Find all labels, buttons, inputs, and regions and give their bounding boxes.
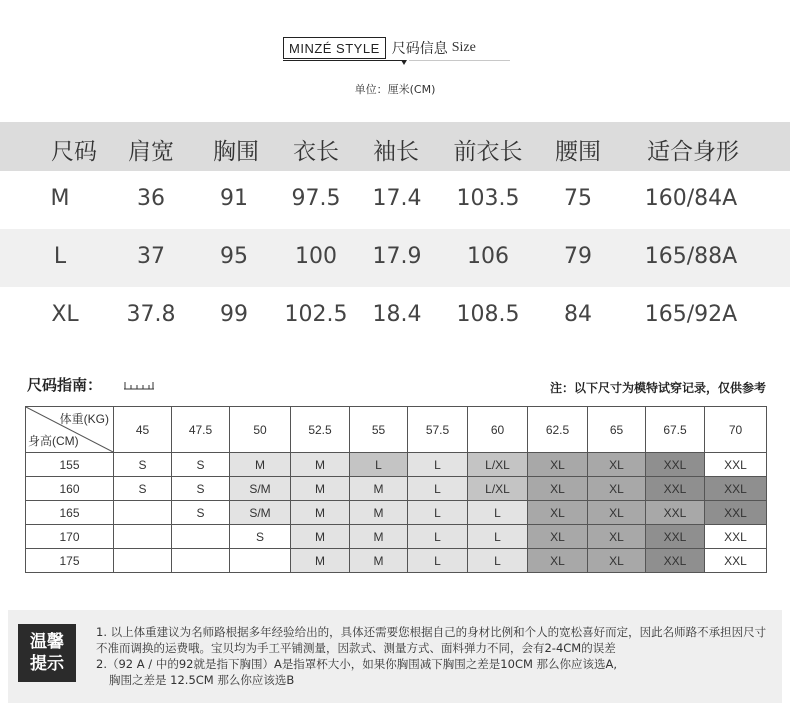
size-cell: L: [468, 525, 528, 549]
size-cell: XXL: [646, 549, 705, 573]
size-cell: M: [291, 549, 350, 573]
header-divider-light: [409, 60, 510, 61]
size-cell: XXL: [705, 501, 767, 525]
size-cell: [172, 525, 230, 549]
size-cell: M: [291, 453, 350, 477]
size-cell: L: [350, 453, 408, 477]
weight-col: 70: [705, 407, 767, 453]
size-cell: XL: [588, 549, 646, 573]
size-row-l: [0, 229, 790, 287]
size-cell: S/M: [230, 501, 291, 525]
header-divider: [283, 60, 403, 61]
size-cell: S: [172, 477, 230, 501]
tip-badge-line2: 提示: [30, 654, 64, 674]
size-cell: M: [350, 525, 408, 549]
size-table-header: [0, 122, 790, 171]
size-cell: XXL: [646, 501, 705, 525]
size-cell: XXL: [705, 477, 767, 501]
size-table: [0, 122, 790, 345]
size-cell: M: [350, 477, 408, 501]
col-sleeve: 袖长: [373, 139, 419, 165]
height-label: 身高(CM): [28, 434, 79, 448]
tip-line-1: 1. 以上体重建议为名师路根据多年经验给出的，具体还需要您根据自己的身材比例和个人的宽松喜好而定，因此名师路不承担因尺寸不准而调换的运费哦。宝贝均为手工平铺测量，因款式、测量方式、面料弹力不同，会有2-4CM的误差: [96, 625, 767, 655]
size-cell: XXL: [705, 525, 767, 549]
size-cell: M: [230, 453, 291, 477]
height-row-175: [26, 549, 767, 573]
col-front-length: 前衣长: [453, 139, 523, 165]
weight-col: 60: [468, 407, 528, 453]
unit-label: 单位：厘米(CM): [354, 83, 436, 96]
size-cell: [114, 549, 172, 573]
size-cell: L: [468, 501, 528, 525]
height-row-160: [26, 477, 767, 501]
size-info-title: 尺码信息: [391, 41, 448, 57]
height-cell: 175: [26, 549, 114, 573]
size-cell: L: [408, 501, 468, 525]
size-cell: M: [291, 477, 350, 501]
front-length-value: 108.5: [456, 302, 520, 327]
waist-value: 84: [564, 302, 592, 327]
height-cell: 155: [26, 453, 114, 477]
front-length-value: 103.5: [456, 186, 520, 211]
header-pointer: [401, 60, 407, 65]
weight-col: 52.5: [291, 407, 350, 453]
size-cell: XL: [588, 453, 646, 477]
weight-col: 65: [588, 407, 646, 453]
size-guide-note: 注：以下尺寸为模特试穿记录，仅供参考: [549, 381, 766, 395]
col-fit: 适合身形: [647, 139, 739, 165]
size-cell: M: [350, 501, 408, 525]
bust-value: 99: [220, 302, 248, 327]
size-cell: XXL: [705, 549, 767, 573]
size-cell: XL: [528, 501, 588, 525]
size-cell: L: [468, 549, 528, 573]
weight-col: 47.5: [172, 407, 230, 453]
fit-value: 165/92A: [644, 302, 738, 327]
tip-line-2: 2.（92 A / 中的92就是指下胸围）A是指罩杯大小，如果你胸围减下胸围之差是10CM 那么你应该选A,: [96, 657, 618, 671]
height-cell: 170: [26, 525, 114, 549]
size-cell: XL: [528, 549, 588, 573]
weight-label: 体重(KG): [59, 412, 109, 426]
size-cell: L: [408, 453, 468, 477]
size-cell: [172, 549, 230, 573]
size-guide-table: [25, 406, 767, 573]
tip-line-3: 胸围之差是 12.5CM 那么你应该选B: [109, 673, 295, 687]
size-cell: XL: [528, 525, 588, 549]
length-value: 102.5: [284, 302, 348, 327]
weight-col: 55: [350, 407, 408, 453]
weight-col: 50: [230, 407, 291, 453]
waist-value: 79: [564, 244, 592, 269]
weight-header-row: [26, 407, 767, 453]
size-cell: XXL: [705, 453, 767, 477]
tip-badge: [18, 624, 76, 682]
bust-value: 91: [220, 186, 248, 211]
size-cell: M: [350, 549, 408, 573]
ruler-icon: [124, 381, 154, 390]
col-bust: 胸围: [213, 139, 259, 165]
brand-logo: MINZÉ STYLE: [283, 37, 386, 59]
size-cell: XL: [588, 525, 646, 549]
size-cell: S: [114, 453, 172, 477]
height-cell: 165: [26, 501, 114, 525]
height-row-155: [26, 453, 767, 477]
size-cell: L/XL: [468, 453, 528, 477]
shoulder-value: 37.8: [126, 302, 176, 327]
shoulder-value: 36: [137, 186, 165, 211]
size-cell: XXL: [646, 477, 705, 501]
col-shoulder: 肩宽: [128, 139, 174, 165]
length-value: 97.5: [291, 186, 341, 211]
brand-header: [283, 33, 476, 63]
sleeve-value: 17.9: [372, 244, 422, 269]
size-cell: S: [114, 477, 172, 501]
size-cell: L/XL: [468, 477, 528, 501]
size-row-xl: [0, 287, 790, 345]
size-cell: S: [172, 501, 230, 525]
size-cell: [114, 501, 172, 525]
tip-box: [8, 610, 782, 703]
sleeve-value: 18.4: [372, 302, 422, 327]
col-size: 尺码: [51, 139, 97, 165]
waist-value: 75: [564, 186, 592, 211]
size-cell: S: [230, 525, 291, 549]
weight-col: 45: [114, 407, 172, 453]
size-cell: XL: [588, 501, 646, 525]
col-length: 衣长: [293, 139, 339, 165]
height-cell: 160: [26, 477, 114, 501]
size-cell: [230, 549, 291, 573]
sleeve-value: 17.4: [372, 186, 422, 211]
size-cell: XL: [588, 477, 646, 501]
size-value: XL: [51, 302, 79, 327]
front-length-value: 106: [467, 244, 509, 269]
size-info-title-en: Size: [451, 40, 476, 55]
size-cell: [114, 525, 172, 549]
size-cell: XXL: [646, 453, 705, 477]
size-cell: M: [291, 525, 350, 549]
weight-col: 67.5: [646, 407, 705, 453]
size-row-m: [0, 171, 790, 229]
table-corner: [26, 407, 114, 453]
size-cell: S: [172, 453, 230, 477]
size-guide-title: 尺码指南：: [27, 376, 103, 394]
weight-col: 57.5: [408, 407, 468, 453]
length-value: 100: [295, 244, 337, 269]
size-value: M: [50, 186, 70, 211]
tip-text: [96, 624, 776, 688]
weight-col: 62.5: [528, 407, 588, 453]
size-value: L: [53, 244, 67, 269]
height-row-170: [26, 525, 767, 549]
height-row-165: [26, 501, 767, 525]
bust-value: 95: [220, 244, 248, 269]
size-cell: M: [291, 501, 350, 525]
size-cell: XXL: [646, 525, 705, 549]
size-cell: L: [408, 549, 468, 573]
fit-value: 160/84A: [644, 186, 738, 211]
size-cell: XL: [528, 477, 588, 501]
size-cell: XL: [528, 453, 588, 477]
tip-badge-line1: 温馨: [30, 632, 64, 652]
size-cell: L: [408, 477, 468, 501]
shoulder-value: 37: [137, 244, 165, 269]
fit-value: 165/88A: [644, 244, 738, 269]
size-cell: L: [408, 525, 468, 549]
col-waist: 腰围: [555, 139, 601, 165]
size-cell: S/M: [230, 477, 291, 501]
